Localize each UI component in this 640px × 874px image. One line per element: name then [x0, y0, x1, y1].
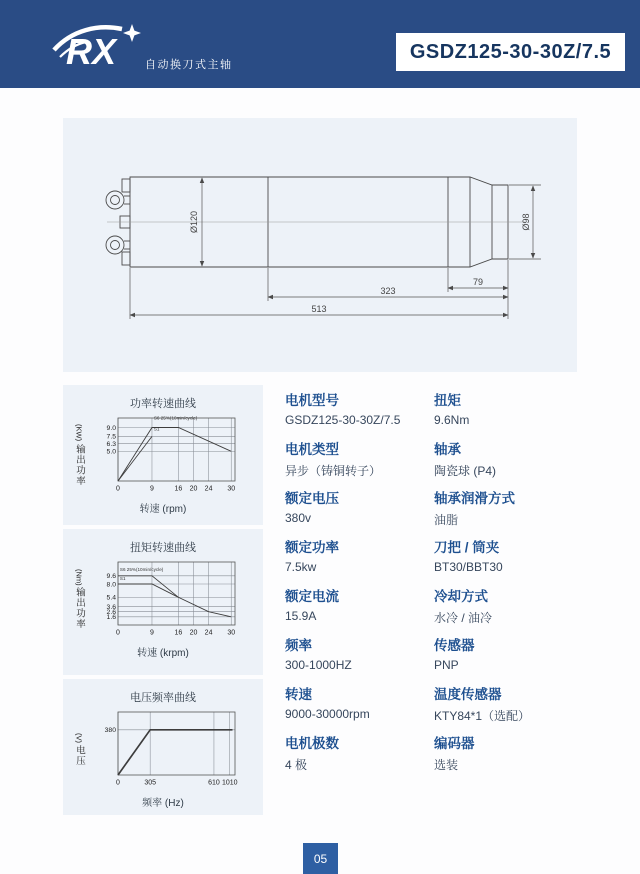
- y-axis-unit: (KW): [74, 424, 84, 442]
- coolant-fitting-bottom: [106, 236, 124, 254]
- header-banner: [0, 0, 640, 88]
- spec-label: 电机类型: [285, 442, 339, 457]
- spec-label: 冷却方式: [434, 589, 488, 604]
- svg-text:S1: S1: [119, 575, 126, 581]
- spec-item: [285, 393, 433, 442]
- chart-panel: [63, 385, 263, 525]
- spec-label: 编码器: [434, 736, 475, 751]
- dim-body-diameter: Ø120: [189, 210, 199, 234]
- svg-text:610: 610: [208, 779, 220, 787]
- svg-text:20: 20: [189, 485, 198, 493]
- brand-logo: [50, 20, 280, 76]
- spec-item: [285, 589, 433, 638]
- spec-value: 9.6Nm: [434, 412, 470, 427]
- spec-label: 电机极数: [285, 736, 339, 751]
- spec-label: 轴承润滑方式: [434, 491, 515, 506]
- dim-nose-diameter: Ø98: [521, 213, 531, 231]
- dim-nose-length: 79: [472, 277, 484, 287]
- spec-item: [434, 442, 582, 491]
- y-axis-label: [70, 424, 88, 485]
- spec-value: KTY84*1（选配）: [434, 708, 531, 723]
- spec-item: [285, 491, 433, 540]
- svg-text:6.3: 6.3: [106, 440, 116, 448]
- y-axis-unit: (V): [74, 732, 84, 743]
- svg-text:9.6: 9.6: [106, 573, 116, 581]
- svg-text:0: 0: [116, 485, 120, 493]
- spec-value: 380v: [285, 510, 312, 525]
- spec-item: [285, 638, 433, 687]
- svg-text:7.5: 7.5: [106, 433, 116, 441]
- spec-label: 传感器: [434, 638, 475, 653]
- spec-label: 额定功率: [285, 540, 339, 555]
- charts-column: [63, 385, 263, 815]
- svg-text:9: 9: [150, 629, 154, 637]
- svg-text:5.0: 5.0: [106, 448, 116, 456]
- spec-value: 9000-30000rpm: [285, 706, 370, 721]
- y-axis-label: [70, 569, 88, 630]
- svg-text:S6 25%(10min/cycle): S6 25%(10min/cycle): [119, 567, 164, 573]
- spec-item: [434, 736, 582, 785]
- svg-text:9.0: 9.0: [106, 424, 116, 432]
- spec-value: 7.5kw: [285, 559, 317, 574]
- svg-text:16: 16: [174, 629, 183, 637]
- logo-text: RX: [66, 31, 117, 72]
- spec-value: BT30/BBT30: [434, 559, 503, 574]
- spec-value: PNP: [434, 657, 459, 672]
- spec-value: GSDZ125-30-30Z/7.5: [285, 412, 401, 427]
- spindle-drawing: [63, 118, 577, 372]
- sparkle-icon: [123, 24, 141, 42]
- svg-text:9: 9: [150, 485, 154, 493]
- spec-item: [434, 393, 582, 442]
- svg-text:S6 25%(10min/cycle): S6 25%(10min/cycle): [153, 415, 198, 421]
- chart-title: 电压频率曲线: [130, 692, 196, 704]
- svg-text:0: 0: [116, 779, 120, 787]
- spec-item: [434, 491, 582, 540]
- spec-label: 额定电压: [285, 491, 339, 506]
- coolant-fitting-top: [106, 191, 124, 209]
- svg-text:5.4: 5.4: [106, 594, 116, 602]
- spec-value: 水冷 / 油冷: [434, 610, 493, 625]
- spec-item: [434, 589, 582, 638]
- svg-text:24: 24: [204, 629, 213, 637]
- x-axis-label: 转速 (rpm): [139, 504, 187, 515]
- spec-value: 15.9A: [285, 608, 317, 623]
- chart-plot: [88, 557, 240, 641]
- page-number: 05: [303, 843, 338, 874]
- spec-item: [285, 540, 433, 589]
- svg-text:1.6: 1.6: [106, 614, 116, 622]
- svg-text:30: 30: [227, 629, 236, 637]
- x-axis-label: 转速 (krpm): [137, 648, 189, 659]
- svg-text:S1: S1: [153, 426, 160, 432]
- y-axis-unit: (Nm): [74, 568, 84, 586]
- svg-text:2.6: 2.6: [106, 608, 116, 616]
- y-axis-text: 输出功率: [74, 443, 85, 486]
- spec-item: [434, 687, 582, 736]
- y-axis-text: 输出功率: [74, 587, 85, 630]
- svg-text:20: 20: [189, 629, 198, 637]
- svg-text:30: 30: [227, 485, 236, 493]
- spec-label: 转速: [285, 687, 312, 702]
- spec-item: [285, 442, 433, 491]
- x-axis-label: 频率 (Hz): [142, 798, 184, 809]
- spec-value: 异步（铸铜转子）: [285, 463, 382, 478]
- spec-value: 300-1000HZ: [285, 657, 352, 672]
- spec-value: 选装: [434, 757, 459, 772]
- chart-title: 扭矩转速曲线: [130, 542, 196, 554]
- spec-item: [285, 687, 433, 736]
- chart-plot: [88, 413, 240, 497]
- spec-label: 频率: [285, 638, 312, 653]
- brand-tagline: 自动换刀式主轴: [145, 59, 233, 71]
- svg-text:24: 24: [204, 485, 213, 493]
- model-badge: GSDZ125-30-30Z/7.5: [396, 33, 625, 71]
- svg-text:305: 305: [144, 779, 157, 787]
- spec-label: 扭矩: [434, 393, 461, 408]
- svg-text:1010: 1010: [221, 779, 238, 787]
- spec-label: 额定电流: [285, 589, 339, 604]
- dim-total-length: 513: [311, 304, 327, 314]
- dimension-lines: [130, 178, 541, 319]
- svg-text:0: 0: [116, 629, 120, 637]
- chart-panel: [63, 529, 263, 675]
- mount-tab-top: [122, 179, 130, 192]
- svg-text:3.6: 3.6: [106, 603, 116, 611]
- chart-plot: [88, 707, 240, 791]
- svg-text:380: 380: [104, 727, 116, 735]
- y-axis-label: [70, 733, 88, 766]
- y-axis-text: 电压: [74, 744, 85, 766]
- spec-column-left: [285, 393, 433, 785]
- spec-value: 陶瓷球 (P4): [434, 463, 497, 478]
- chart-panel: [63, 679, 263, 815]
- spec-label: 温度传感器: [434, 687, 502, 702]
- spec-label: 电机型号: [285, 393, 339, 408]
- spec-label: 轴承: [434, 442, 461, 457]
- dim-front-length: 323: [380, 286, 396, 296]
- spec-item: [434, 540, 582, 589]
- spec-column-right: [434, 393, 582, 785]
- svg-text:8.0: 8.0: [106, 581, 116, 589]
- mount-tab-bottom: [122, 252, 130, 265]
- spec-item: [285, 736, 433, 785]
- spec-label: 刀把 / 筒夹: [434, 540, 500, 555]
- spec-value: 4 极: [285, 757, 308, 772]
- svg-text:16: 16: [174, 485, 183, 493]
- spec-item: [434, 638, 582, 687]
- chart-title: 功率转速曲线: [130, 398, 196, 410]
- spec-value: 油脂: [434, 512, 459, 527]
- technical-drawing-panel: [63, 118, 577, 372]
